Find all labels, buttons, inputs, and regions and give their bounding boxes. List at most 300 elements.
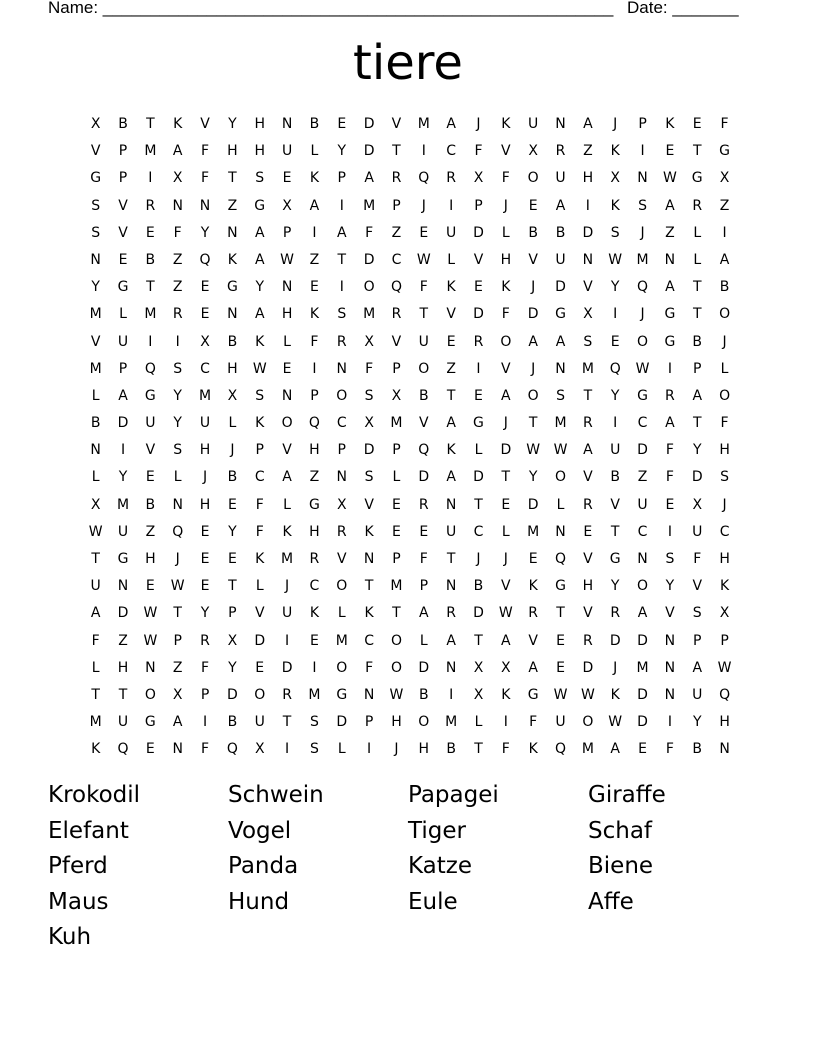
grid-letter: Z: [309, 251, 320, 268]
grid-letter: O: [500, 333, 512, 350]
grid-letter: E: [474, 387, 483, 404]
grid-letter: B: [528, 224, 538, 241]
grid-letter: K: [501, 686, 511, 703]
grid-letter: E: [610, 333, 620, 350]
grid-letter: D: [281, 659, 293, 676]
grid-letter: Q: [226, 741, 238, 758]
grid-letter: N: [90, 251, 101, 268]
grid-letter: A: [90, 605, 101, 622]
grid-letter: P: [364, 714, 374, 731]
grid-letter: J: [722, 333, 727, 350]
grid-letter: N: [90, 442, 101, 459]
grid-letter: I: [312, 224, 317, 241]
grid-letter: S: [91, 224, 101, 241]
grid-letter: U: [117, 333, 129, 350]
grid-letter: J: [640, 224, 645, 241]
grid-letter: U: [610, 442, 621, 459]
grid-letter: G: [117, 279, 129, 296]
grid-letter: I: [175, 333, 180, 350]
grid-letter: I: [285, 741, 290, 758]
grid-letter: F: [720, 116, 729, 132]
grid-letter: H: [582, 170, 594, 187]
grid-letter: H: [254, 143, 265, 160]
grid-letter: D: [582, 224, 594, 241]
grid-letter: B: [692, 741, 703, 758]
grid-letter: T: [228, 170, 237, 187]
grid-letter: T: [228, 578, 237, 595]
grid-letter: W: [662, 170, 677, 187]
grid-letter: G: [144, 714, 156, 731]
grid-letter: A: [254, 251, 265, 268]
grid-letter: E: [337, 116, 347, 132]
grid-letter: L: [337, 741, 346, 758]
grid-letter: T: [364, 578, 374, 595]
grid-letter: Q: [144, 360, 156, 377]
grid-letter: W: [553, 686, 568, 703]
grid-letter: W: [280, 251, 294, 268]
grid-letter: W: [526, 442, 541, 459]
grid-row: [82, 709, 738, 736]
grid-letter: C: [309, 578, 320, 595]
grid-letter: V: [446, 306, 456, 323]
grid-letter: T: [392, 605, 401, 622]
grid-letter: J: [202, 469, 208, 486]
grid-letter: A: [665, 415, 675, 432]
grid-letter: A: [665, 279, 675, 296]
grid-letter: A: [446, 469, 456, 486]
grid-letter: K: [255, 333, 265, 350]
grid-letter: E: [282, 170, 292, 187]
grid-letter: L: [228, 415, 237, 432]
grid-letter: F: [201, 143, 210, 160]
grid-letter: A: [172, 714, 183, 731]
grid-letter: Q: [418, 170, 430, 187]
grid-letter: U: [90, 578, 101, 595]
grid-letter: T: [91, 551, 100, 567]
grid-letter: C: [446, 143, 457, 160]
grid-letter: Q: [308, 415, 320, 432]
grid-letter: F: [501, 741, 510, 758]
grid-letter: Q: [719, 686, 731, 703]
grid-letter: P: [173, 632, 182, 649]
grid-letter: Y: [692, 442, 702, 459]
grid-letter: Q: [555, 551, 567, 567]
grid-letter: V: [118, 197, 128, 214]
grid-row: [82, 329, 738, 356]
grid-letter: D: [363, 251, 375, 268]
grid-letter: D: [473, 605, 484, 622]
grid-letter: P: [693, 632, 702, 649]
grid-letter: A: [610, 741, 620, 758]
grid-letter: N: [227, 306, 238, 323]
grid-letter: J: [722, 496, 727, 513]
grid-letter: B: [309, 116, 320, 132]
grid-letter: V: [501, 143, 511, 160]
grid-letter: S: [309, 714, 319, 731]
grid-letter: F: [255, 523, 264, 540]
grid-letter: K: [528, 578, 538, 595]
grid-letter: I: [640, 143, 645, 160]
grid-letter: J: [230, 442, 235, 459]
grid-letter: R: [200, 632, 210, 649]
grid-letter: A: [254, 306, 265, 323]
grid-letter: X: [473, 659, 484, 676]
grid-letter: E: [556, 659, 565, 676]
grid-row: [82, 546, 738, 573]
grid-letter: V: [528, 632, 538, 649]
word-bank: [48, 778, 768, 956]
grid-letter: T: [610, 523, 620, 540]
grid-letter: V: [419, 415, 429, 432]
grid-letter: K: [91, 741, 101, 758]
grid-letter: H: [719, 442, 730, 459]
grid-letter: C: [254, 469, 265, 486]
grid-letter: A: [419, 605, 429, 622]
grid-letter: X: [90, 116, 101, 132]
grid-letter: D: [691, 469, 703, 486]
grid-letter: T: [392, 143, 401, 160]
grid-letter: X: [473, 686, 484, 703]
grid-letter: I: [667, 714, 672, 731]
grid-letter: Q: [637, 279, 649, 296]
grid-letter: N: [582, 251, 594, 268]
grid-letter: K: [610, 686, 620, 703]
grid-letter: E: [665, 496, 675, 513]
grid-letter: E: [392, 523, 401, 540]
grid-letter: P: [392, 360, 401, 377]
grid-letter: Y: [337, 143, 347, 160]
grid-letter: N: [199, 197, 211, 214]
grid-letter: J: [531, 279, 536, 296]
grid-letter: M: [199, 387, 212, 404]
grid-letter: K: [255, 415, 265, 432]
grid-letter: F: [419, 551, 428, 567]
grid-letter: N: [363, 551, 375, 567]
grid-letter: H: [418, 741, 430, 758]
grid-letter: N: [363, 686, 375, 703]
grid-letter: P: [255, 442, 264, 459]
grid-letter: B: [145, 251, 156, 268]
grid-letter: X: [336, 496, 347, 513]
grid-letter: I: [339, 279, 344, 296]
grid-letter: B: [446, 741, 456, 758]
grid-letter: V: [336, 551, 347, 567]
grid-letter: O: [555, 469, 567, 486]
grid-letter: K: [446, 442, 456, 459]
grid-letter: N: [664, 659, 676, 676]
grid-letter: R: [528, 605, 539, 622]
grid-letter: H: [309, 523, 320, 540]
grid-letter: V: [90, 143, 101, 160]
grid-letter: N: [145, 659, 156, 676]
grid-letter: U: [117, 714, 129, 731]
grid-letter: M: [89, 360, 102, 377]
grid-letter: X: [227, 387, 238, 404]
grid-letter: X: [692, 496, 703, 513]
grid-letter: T: [474, 741, 483, 758]
grid-letter: D: [637, 632, 648, 649]
grid-letter: I: [613, 306, 618, 323]
grid-letter: H: [117, 659, 129, 676]
grid-letter: C: [200, 360, 210, 377]
grid-letter: Z: [145, 523, 156, 540]
grid-letter: W: [170, 578, 185, 595]
grid-letter: K: [255, 551, 265, 567]
grid-letter: M: [636, 251, 649, 268]
grid-letter: T: [692, 415, 702, 432]
grid-letter: O: [527, 170, 539, 187]
grid-letter: V: [665, 605, 675, 622]
word-bank-item: Affe: [588, 888, 634, 915]
grid-letter: P: [337, 442, 346, 459]
grid-letter: O: [336, 578, 348, 595]
grid-letter: I: [449, 686, 454, 703]
grid-letter: M: [89, 306, 102, 323]
grid-letter: I: [667, 360, 672, 377]
grid-letter: G: [719, 143, 730, 160]
word-bank-item: Giraffe: [588, 782, 666, 808]
grid-letter: X: [172, 686, 183, 703]
grid-letter: X: [719, 170, 730, 187]
grid-letter: O: [418, 360, 430, 377]
grid-letter: V: [145, 442, 156, 459]
grid-letter: X: [364, 415, 374, 432]
grid-letter: R: [391, 306, 402, 323]
grid-letter: Z: [665, 224, 675, 241]
grid-letter: U: [692, 523, 703, 540]
grid-letter: Q: [609, 360, 621, 377]
grid-letter: R: [145, 197, 156, 214]
grid-letter: H: [391, 714, 402, 731]
grid-row: [82, 193, 738, 220]
grid-letter: A: [583, 442, 593, 459]
grid-letter: N: [281, 387, 293, 404]
grid-letter: E: [583, 523, 593, 540]
grid-letter: M: [363, 306, 376, 323]
grid-letter: X: [364, 333, 374, 350]
grid-letter: Z: [227, 197, 238, 214]
grid-letter: N: [336, 469, 347, 486]
grid-letter: U: [446, 224, 457, 241]
grid-letter: Z: [172, 251, 183, 268]
grid-row: [82, 220, 738, 247]
grid-letter: Q: [555, 741, 567, 758]
grid-letter: X: [391, 387, 402, 404]
grid-letter: D: [117, 605, 129, 622]
grid-letter: N: [664, 686, 676, 703]
grid-letter: V: [610, 496, 620, 513]
grid-letter: J: [285, 578, 290, 595]
word-bank-item: Biene: [588, 853, 654, 880]
grid-letter: D: [637, 442, 648, 459]
grid-letter: S: [255, 170, 265, 187]
grid-letter: K: [501, 279, 511, 296]
grid-letter: M: [363, 197, 376, 214]
grid-letter: N: [637, 170, 648, 187]
grid-letter: E: [528, 197, 538, 214]
grid-letter: G: [555, 578, 566, 595]
grid-letter: S: [91, 197, 101, 214]
grid-letter: L: [91, 469, 100, 486]
grid-row: [82, 138, 738, 165]
grid-letter: S: [173, 360, 183, 377]
grid-row: [82, 519, 738, 546]
word-bank-item: Schwein: [228, 782, 324, 808]
grid-letter: F: [419, 279, 428, 296]
grid-letter: B: [90, 415, 101, 432]
grid-letter: G: [555, 306, 566, 323]
grid-letter: F: [201, 170, 210, 187]
grid-letter: U: [555, 251, 566, 268]
grid-letter: E: [474, 279, 483, 296]
grid-letter: I: [202, 714, 208, 731]
grid-letter: W: [143, 605, 158, 622]
grid-letter: R: [692, 197, 703, 214]
grid-letter: U: [199, 415, 211, 432]
grid-letter: D: [527, 496, 539, 513]
grid-letter: D: [555, 279, 566, 296]
grid-letter: R: [336, 333, 347, 350]
grid-letter: C: [391, 251, 402, 268]
grid-letter: K: [501, 116, 511, 132]
grid-letter: Y: [610, 578, 620, 595]
grid-row: [82, 247, 738, 274]
grid-letter: Z: [172, 279, 183, 296]
grid-letter: S: [610, 224, 620, 241]
grid-letter: O: [390, 632, 402, 649]
grid-letter: G: [144, 387, 156, 404]
grid-letter: J: [421, 197, 426, 214]
grid-letter: R: [446, 605, 456, 622]
grid-row: [82, 383, 738, 410]
grid-letter: F: [665, 469, 674, 486]
grid-letter: D: [227, 686, 238, 703]
grid-letter: L: [474, 714, 483, 731]
grid-letter: I: [312, 360, 317, 377]
grid-letter: C: [336, 415, 347, 432]
grid-letter: P: [282, 224, 292, 241]
grid-letter: C: [637, 523, 648, 540]
grid-letter: A: [555, 333, 566, 350]
date-field-label: Date: _______: [627, 0, 739, 17]
grid-letter: E: [200, 279, 210, 296]
grid-letter: P: [693, 360, 702, 377]
grid-letter: M: [527, 523, 540, 540]
grid-letter: L: [501, 523, 510, 540]
grid-letter: M: [144, 143, 157, 160]
grid-letter: U: [446, 523, 457, 540]
grid-letter: Z: [583, 143, 593, 160]
grid-letter: T: [692, 143, 702, 160]
grid-letter: I: [421, 143, 426, 160]
grid-letter: D: [363, 116, 375, 132]
grid-letter: G: [664, 333, 676, 350]
grid-letter: C: [364, 632, 374, 649]
grid-letter: D: [527, 306, 539, 323]
grid-letter: E: [255, 659, 265, 676]
grid-letter: N: [664, 632, 676, 649]
grid-letter: C: [719, 523, 730, 540]
grid-letter: N: [227, 224, 238, 241]
grid-letter: B: [227, 333, 238, 350]
grid-letter: F: [310, 333, 319, 350]
grid-row: [82, 410, 738, 437]
grid-letter: Q: [199, 251, 211, 268]
grid-letter: A: [501, 387, 511, 404]
grid-letter: O: [281, 415, 293, 432]
grid-letter: U: [145, 415, 156, 432]
grid-letter: K: [364, 605, 374, 622]
grid-letter: A: [528, 659, 538, 676]
word-bank-item: Vogel: [228, 817, 292, 844]
grid-letter: R: [473, 333, 484, 350]
grid-letter: E: [665, 143, 675, 160]
grid-letter: R: [391, 170, 402, 187]
grid-letter: A: [665, 197, 675, 214]
grid-letter: H: [719, 714, 730, 731]
grid-letter: E: [419, 523, 429, 540]
grid-letter: Q: [117, 741, 129, 758]
grid-letter: P: [200, 686, 210, 703]
grid-letter: W: [608, 251, 623, 268]
grid-letter: T: [91, 686, 100, 703]
grid-letter: D: [418, 469, 430, 486]
grid-letter: U: [555, 714, 566, 731]
grid-letter: N: [637, 551, 648, 567]
grid-letter: J: [503, 551, 508, 567]
grid-letter: J: [503, 197, 508, 214]
grid-letter: K: [173, 116, 183, 132]
grid-letter: H: [281, 306, 293, 323]
grid-letter: F: [474, 143, 483, 160]
grid-letter: O: [637, 578, 649, 595]
grid-letter: U: [281, 605, 293, 622]
grid-letter: Z: [719, 197, 730, 214]
grid-letter: S: [692, 605, 702, 622]
grid-letter: M: [116, 496, 130, 513]
grid-letter: R: [309, 551, 320, 567]
grid-letter: Y: [200, 605, 210, 622]
grid-letter: T: [501, 469, 511, 486]
grid-letter: F: [365, 659, 374, 676]
grid-letter: K: [227, 251, 237, 268]
grid-letter: Z: [446, 360, 456, 377]
grid-letter: P: [720, 632, 729, 649]
grid-letter: V: [391, 116, 402, 132]
grid-letter: H: [199, 442, 211, 459]
grid-letter: V: [282, 442, 292, 459]
grid-letter: A: [637, 605, 648, 622]
grid-letter: B: [418, 686, 429, 703]
grid-letter: A: [282, 469, 292, 486]
grid-row: [82, 492, 738, 519]
grid-row: [82, 655, 738, 682]
grid-letter: U: [281, 143, 293, 160]
grid-letter: J: [394, 741, 399, 758]
word-bank-item: Hund: [228, 888, 290, 915]
grid-letter: S: [638, 197, 647, 214]
grid-letter: I: [449, 197, 454, 214]
grid-letter: T: [446, 387, 456, 404]
grid-letter: O: [390, 659, 402, 676]
grid-letter: N: [445, 659, 457, 676]
grid-letter: Y: [610, 279, 620, 296]
grid-letter: I: [613, 415, 618, 432]
grid-letter: N: [445, 496, 457, 513]
grid-letter: M: [445, 714, 458, 731]
grid-letter: W: [416, 251, 431, 268]
grid-letter: U: [418, 333, 429, 350]
